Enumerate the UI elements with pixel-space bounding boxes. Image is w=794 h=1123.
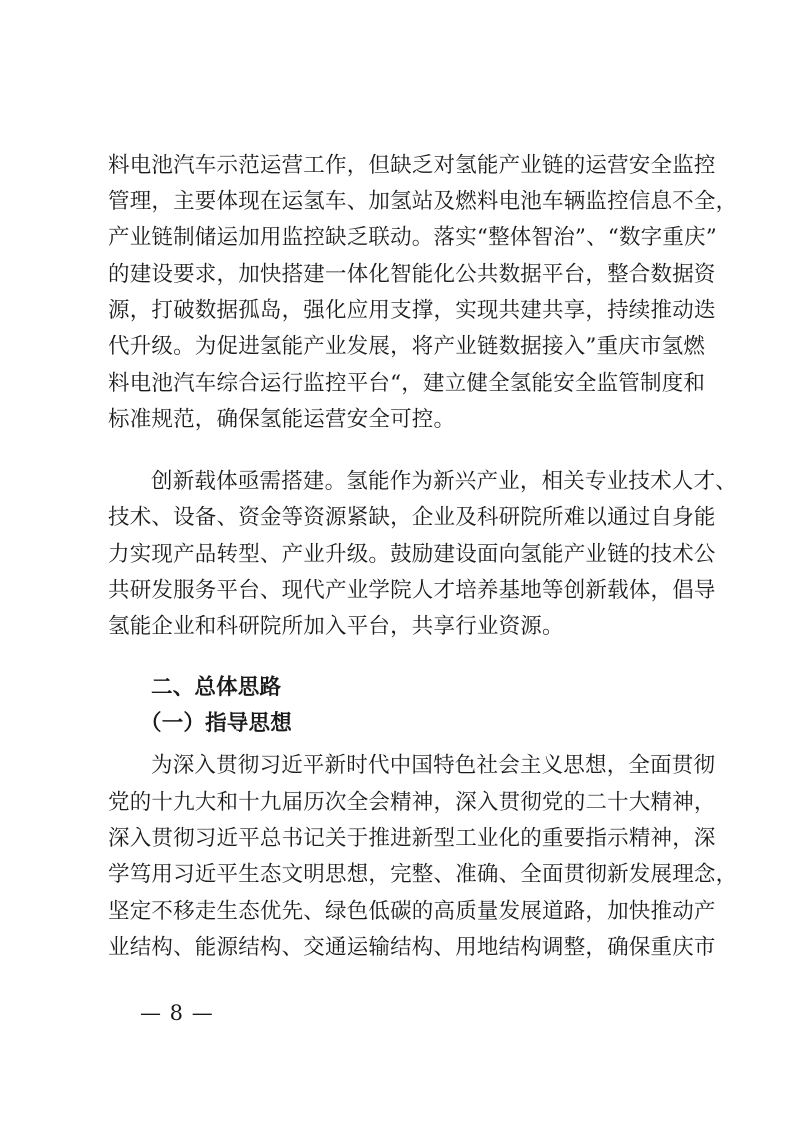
paragraph-3-line-6: 业结构、能源结构、交通运输结构、用地结构调整，确保重庆市 xyxy=(108,935,716,960)
paragraph-2-line-1: 创新载体亟需搭建。氢能作为新兴产业，相关专业技术人才、 xyxy=(151,469,737,494)
paragraph-2-line-3: 力实现产品转型、产业升级。鼓励建设面向氢能产业链的技术公 xyxy=(108,542,716,567)
paragraph-2-line-2: 技术、设备、资金等资源紧缺，企业及科研院所难以通过自身能 xyxy=(108,505,716,530)
paragraph-2-line-5: 氢能企业和科研院所加入平台，共享行业资源。 xyxy=(108,614,564,639)
paragraph-3-line-1: 为深入贯彻习近平新时代中国特色社会主义思想，全面贯彻 xyxy=(151,753,716,778)
paragraph-1-line-3: 产业链制储运加用监控缺乏联动。落实“整体智治”、“数字重庆” xyxy=(108,225,717,250)
paragraph-1-line-8: 标准规范，确保氢能运营安全可控。 xyxy=(108,407,456,432)
paragraph-1-line-4: 的建设要求，加快搭建一体化智能化公共数据平台，整合数据资 xyxy=(108,262,716,287)
paragraph-1-line-5: 源，打破数据孤岛，强化应用支撑，实现共建共享，持续推动迭 xyxy=(108,298,716,323)
paragraph-3-line-2: 党的十九大和十九届历次全会精神，深入贯彻党的二十大精神， xyxy=(108,790,716,815)
paragraph-1-line-6: 代升级。为促进氢能产业发展，将产业链数据接入”重庆市氢燃 xyxy=(108,334,706,359)
section-heading: 二、总体思路 xyxy=(151,675,282,700)
paragraph-2-line-4: 共研发服务平台、现代产业学院人才培养基地等创新载体，倡导 xyxy=(108,578,716,603)
paragraph-3-line-3: 深入贯彻习近平总书记关于推进新型工业化的重要指示精神，深 xyxy=(108,826,716,851)
page-number: — 8 — xyxy=(140,1001,214,1025)
paragraph-1-line-1: 料电池汽车示范运营工作，但缺乏对氢能产业链的运营安全监控 xyxy=(108,153,716,178)
paragraph-3-line-5: 坚定不移走生态优先、绿色低碳的高质量发展道路，加快推动产 xyxy=(108,899,716,924)
paragraph-1-line-7: 料电池汽车综合运行监控平台“，建立健全氢能安全监管制度和 xyxy=(108,371,706,396)
paragraph-3-line-4: 学笃用习近平生态文明思想，完整、准确、全面贯彻新发展理念， xyxy=(108,862,738,887)
paragraph-1-line-2: 管理，主要体现在运氢车、加氢站及燃料电池车辆监控信息不全， xyxy=(108,189,738,214)
subsection-heading: （一）指导思想 xyxy=(140,711,292,736)
